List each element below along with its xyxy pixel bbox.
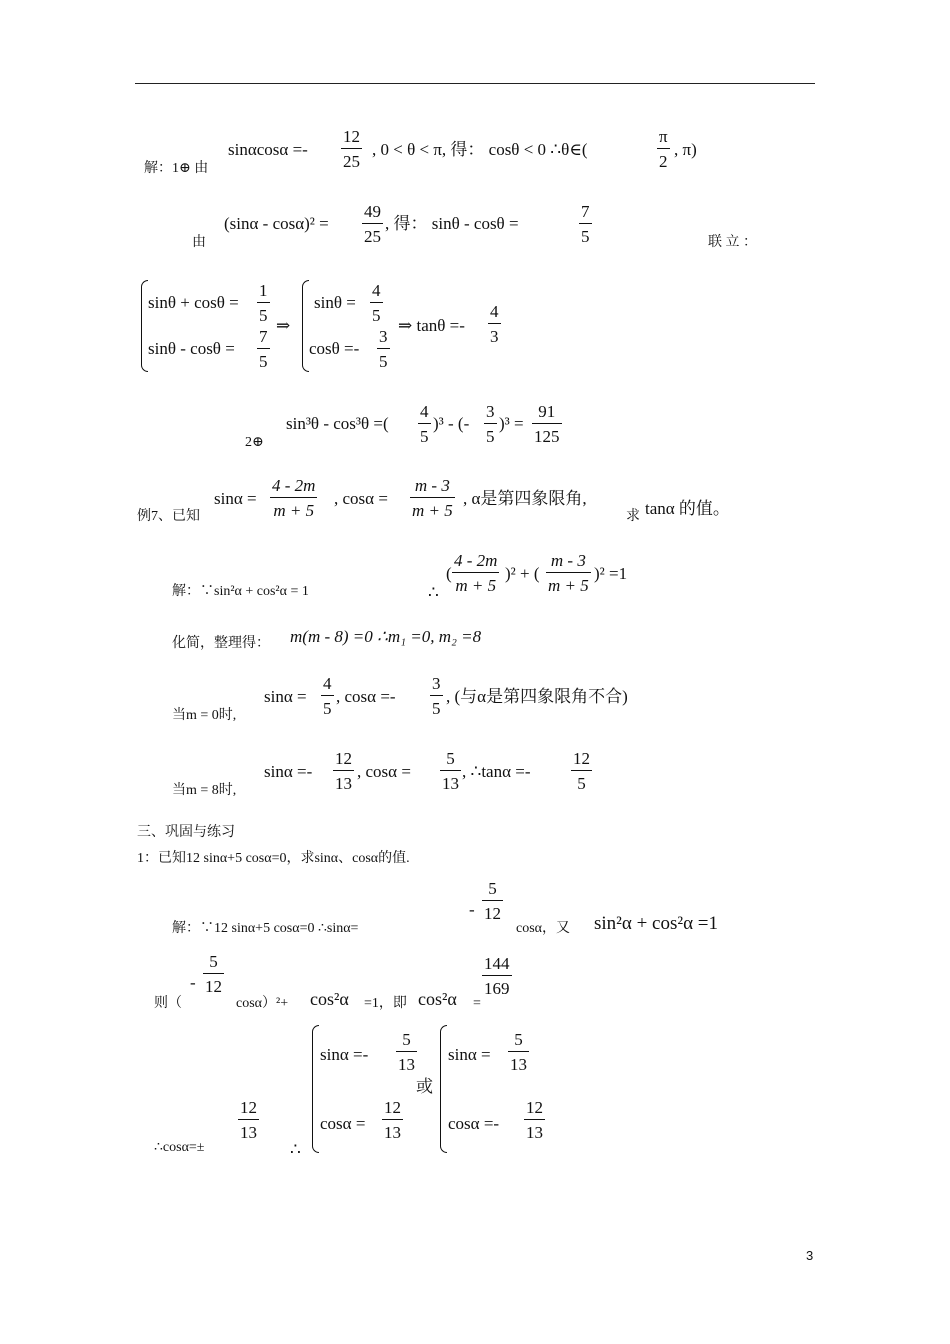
system-brace-4 bbox=[440, 1025, 447, 1153]
frac-4-5: 4 5 bbox=[420, 402, 429, 446]
or-label: 或 bbox=[416, 1077, 433, 1096]
frac-ex7-eq-b: m - 3 m + 5 bbox=[548, 551, 589, 595]
frac-case1-sin: 4 5 bbox=[323, 674, 332, 718]
ex7-qiu: 求 bbox=[626, 509, 640, 524]
frac-case1-cos: 3 5 bbox=[432, 674, 441, 718]
frac-4-3: 4 3 bbox=[490, 302, 499, 346]
frac-case2-tan: 12 5 bbox=[573, 749, 590, 793]
frac-12-25: 12 25 bbox=[343, 127, 360, 171]
minus-sign-2: - bbox=[190, 973, 196, 992]
frac-case2-sin: 12 13 bbox=[335, 749, 352, 793]
frac-sys2-b: 3 5 bbox=[379, 327, 388, 371]
ex7-cos-lhs: , cosα = bbox=[334, 489, 388, 508]
frac-pi-2: π 2 bbox=[659, 127, 668, 171]
case2-tan: , ∴tanα =- bbox=[462, 762, 531, 781]
ex7-sin-lhs: sinα = bbox=[214, 489, 257, 508]
s1-cos: cosα = bbox=[320, 1114, 366, 1133]
frac-sys1-a: 1 5 bbox=[259, 281, 268, 325]
solution-1-label: 解：1⊕ 由 bbox=[144, 161, 209, 176]
frac-sys2-a: 4 5 bbox=[372, 281, 381, 325]
case1-note: , (与α是第四象限角不合) bbox=[446, 687, 628, 706]
cos-sq-term-2: cos²α bbox=[418, 989, 457, 1009]
frac-144-169: 144 169 bbox=[484, 954, 510, 998]
eq-condition: , 0 < θ < π, 得： cosθ < 0 ∴θ∈( bbox=[372, 140, 588, 159]
frac-s2-sin: 5 13 bbox=[510, 1030, 527, 1074]
frac-12-13: 12 13 bbox=[240, 1098, 257, 1142]
header-rule bbox=[135, 83, 815, 84]
ex7-eq-mid: )² + ( bbox=[505, 564, 540, 583]
frac-sys1-b: 7 5 bbox=[259, 327, 268, 371]
frac-s1-sin: 5 13 bbox=[398, 1030, 415, 1074]
ex7-eq-open: ( bbox=[446, 564, 452, 583]
eq-interval-tail: , π) bbox=[674, 140, 697, 159]
ex7-solution-label: 解：∵sin²α + cos²α = 1 bbox=[172, 584, 309, 599]
eq-sin-cos-product: sinαcosα =- bbox=[228, 140, 308, 159]
section-3-heading: 三、巩固与练习 bbox=[137, 825, 235, 840]
s2-cos: cosα =- bbox=[448, 1114, 500, 1133]
simplify-expr: m(m - 8) =0 ∴m₁ =0, m₂ =8 bbox=[290, 627, 482, 646]
frac-7-5: 7 5 bbox=[581, 202, 590, 246]
ex7-eq-tail: )² =1 bbox=[594, 564, 628, 583]
exercise-1-question: 1：已知12 sinα+5 cosα=0，求sinα、cosα的值. bbox=[137, 851, 410, 866]
case1-sin: sinα = bbox=[264, 687, 307, 706]
s1-sin: sinα =- bbox=[320, 1045, 369, 1064]
pythagorean-identity: sin²α + cos²α =1 bbox=[594, 913, 718, 934]
case-m0-label: 当m = 0时, bbox=[172, 708, 237, 723]
system-brace-1 bbox=[141, 280, 148, 372]
frac-ex7-cos: m - 3 m + 5 bbox=[412, 476, 453, 520]
system-brace-2 bbox=[302, 280, 309, 372]
cube-diff-eq: sin³θ - cos³θ =( bbox=[286, 414, 389, 433]
example-7-label: 例7、已知 bbox=[137, 509, 200, 524]
frac-91-125: 91 125 bbox=[534, 402, 560, 446]
system-brace-3 bbox=[312, 1025, 319, 1153]
case1-cos: , cosα =- bbox=[336, 687, 396, 706]
solution-2-label: 2⊕ bbox=[245, 435, 264, 450]
frac-s2-cos: 12 13 bbox=[526, 1098, 543, 1142]
then-equals: = bbox=[473, 996, 481, 1011]
case2-cos: , cosα = bbox=[357, 762, 411, 781]
ex1-solution-b: cosα，又 bbox=[516, 921, 570, 936]
frac-s1-cos: 12 13 bbox=[384, 1098, 401, 1142]
page-number: 3 bbox=[806, 1248, 814, 1263]
sys1-eq-b: sinθ - cosθ = bbox=[148, 339, 235, 358]
lianli-label: 联 立 ： bbox=[708, 235, 757, 250]
frac-ex7-sin: 4 - 2m m + 5 bbox=[272, 476, 316, 520]
simplify-label: 化简，整理得： bbox=[172, 636, 270, 651]
cos-plus-minus: ∴cosα=± bbox=[154, 1140, 205, 1155]
you-label: 由 bbox=[192, 235, 206, 250]
frac-49-25: 49 25 bbox=[364, 202, 381, 246]
eq-square-diff: (sinα - cosα)² = bbox=[224, 214, 329, 233]
therefore-symbol-2: ∴ bbox=[290, 1140, 301, 1159]
cos-sq-term: cos²α bbox=[310, 989, 349, 1009]
ex7-ask: tanα 的值。 bbox=[645, 499, 730, 518]
frac-3-5: 3 5 bbox=[486, 402, 495, 446]
tan-theta-eq: ⇒ tanθ =- bbox=[398, 316, 465, 335]
case-m8-label: 当m = 8时, bbox=[172, 783, 237, 798]
ex1-solution-a: 解：∵12 sinα+5 cosα=0 ∴sinα= bbox=[172, 921, 359, 936]
implies-arrow: ⇒ bbox=[276, 316, 291, 335]
sys2-eq-a: sinθ = bbox=[314, 293, 356, 312]
case2-sin: sinα =- bbox=[264, 762, 313, 781]
therefore-symbol: ∴ bbox=[428, 583, 439, 602]
frac-ex7-eq-a: 4 - 2m m + 5 bbox=[454, 551, 498, 595]
then-open: 则（ bbox=[154, 996, 182, 1011]
frac-5-12-a: 5 12 bbox=[484, 879, 501, 923]
sys1-eq-a: sinθ + cosθ = bbox=[148, 293, 239, 312]
then-equals-one: =1，即 bbox=[364, 996, 407, 1011]
minus-sign: - bbox=[469, 900, 475, 919]
sys2-eq-b: cosθ =- bbox=[309, 339, 360, 358]
eq-sin-minus-cos: , 得： sinθ - cosθ = bbox=[385, 214, 519, 233]
then-cos-sq: cosα）²+ bbox=[236, 996, 289, 1011]
frac-case2-cos: 5 13 bbox=[442, 749, 459, 793]
frac-5-12-b: 5 12 bbox=[205, 952, 222, 996]
cube-tail: )³ = bbox=[499, 414, 524, 433]
cube-mid: )³ - (- bbox=[433, 414, 470, 433]
ex7-quadrant: , α是第四象限角, bbox=[463, 489, 587, 508]
s2-sin: sinα = bbox=[448, 1045, 491, 1064]
